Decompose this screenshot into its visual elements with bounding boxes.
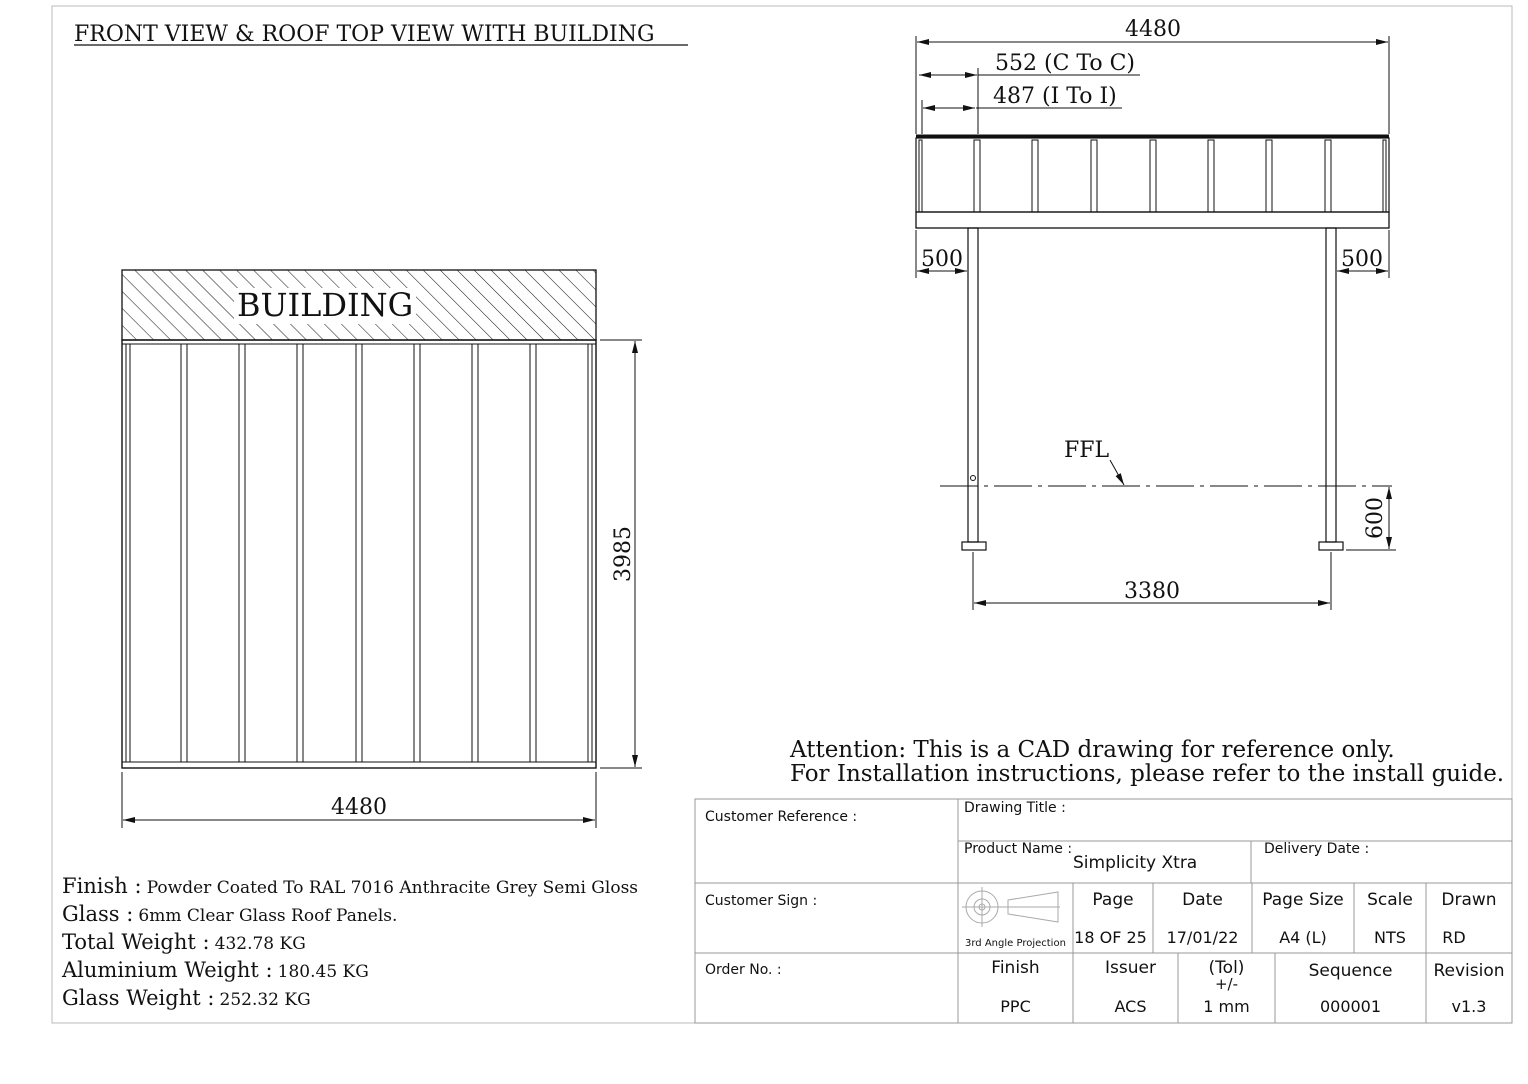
specifications (62, 872, 638, 1012)
date-value: 17/01/22 (1166, 928, 1239, 947)
rafter (588, 344, 592, 762)
spec-label: Total Weight : (62, 930, 210, 954)
issuer-label: Issuer (1105, 958, 1156, 978)
rafter (356, 344, 362, 762)
front-view (122, 270, 642, 828)
revision-value: v1.3 (1451, 997, 1487, 1016)
spec-aluminium-weight (62, 956, 638, 984)
side-view (916, 17, 1396, 610)
right-overhang-label: 500 (1341, 247, 1383, 272)
c-to-c-label: 552 (C To C) (995, 51, 1136, 76)
title-block-grid (695, 799, 1512, 1023)
spec-total-weight (62, 928, 638, 956)
rafter-end (1208, 140, 1214, 212)
left-overhang-label: 500 (921, 247, 963, 272)
rafter (472, 344, 478, 762)
rafter-end (1150, 140, 1156, 212)
rafter (414, 344, 420, 762)
spec-label: Glass Weight : (62, 986, 215, 1010)
page-size-value: A4 (L) (1279, 928, 1327, 947)
ffl-leader (1110, 460, 1124, 485)
revision-label: Revision (1433, 961, 1505, 981)
left-post (968, 228, 978, 542)
scale-value: NTS (1374, 928, 1406, 947)
sequence-value: 000001 (1319, 997, 1382, 1016)
attention-line-2: For Installation instructions, please refer to the install guide. (790, 761, 1505, 787)
drawing-title-label: Drawing Title : (964, 800, 1066, 816)
rafter (126, 344, 130, 762)
ffl-label: FFL (1064, 438, 1110, 463)
order-no-label: Order No. : (705, 962, 782, 978)
front-width-label: 4480 (331, 795, 387, 820)
below-ffl-label: 600 (1363, 497, 1388, 539)
projection-symbol-icon (962, 887, 1060, 927)
sequence-label: Sequence (1308, 961, 1393, 981)
rafter-end (1032, 140, 1038, 212)
rafter (239, 344, 245, 762)
building-label: BUILDING (237, 286, 414, 324)
tolerance-label: (Tol) (1208, 958, 1245, 978)
right-post-foot (1319, 542, 1343, 550)
rafter-end (1266, 140, 1272, 212)
drawing-heading: FRONT VIEW & ROOF TOP VIEW WITH BUILDING (74, 22, 655, 47)
tolerance-sign: +/- (1214, 975, 1239, 993)
page-value: 18 OF 25 (1074, 928, 1147, 947)
product-name-value: Simplicity Xtra (1073, 853, 1198, 873)
attention-line-1: Attention: This is a CAD drawing for reference only. (790, 737, 1395, 763)
issuer-value: ACS (1114, 997, 1147, 1016)
rafter-end (919, 140, 922, 212)
sheet-border (52, 6, 1512, 1023)
roof-side-frame (916, 138, 1389, 212)
customer-sign-label: Customer Sign : (705, 893, 818, 909)
spec-glass (62, 900, 638, 928)
spec-finish (62, 872, 638, 900)
post-spacing-label: 3380 (1124, 579, 1180, 604)
rafter-end (1325, 140, 1331, 212)
spec-label: Glass : (62, 902, 134, 926)
rafter-end (1383, 140, 1386, 212)
page-label: Page (1092, 890, 1134, 910)
date-label: Date (1182, 890, 1223, 910)
finish-label: Finish (991, 958, 1040, 978)
spec-label: Finish : (62, 874, 142, 898)
rafter (297, 344, 303, 762)
rafter (181, 344, 187, 762)
drawn-label: Drawn (1441, 890, 1497, 910)
front-beam (916, 212, 1389, 228)
page-size-label: Page Size (1262, 890, 1344, 910)
spec-value: 252.32 KG (219, 990, 311, 1010)
roof-frame (122, 340, 596, 768)
spec-value: 180.45 KG (277, 962, 369, 982)
drawn-value: RD (1442, 928, 1466, 947)
spec-label: Aluminium Weight : (62, 958, 273, 982)
spec-value: 6mm Clear Glass Roof Panels. (138, 906, 398, 926)
rafter-end (974, 140, 980, 212)
scale-label: Scale (1367, 890, 1413, 910)
rafter (530, 344, 536, 762)
projection-label: 3rd Angle Projection (965, 938, 1066, 949)
delivery-date-label: Delivery Date : (1264, 841, 1370, 857)
spec-value: 432.78 KG (214, 934, 306, 954)
spec-value: Powder Coated To RAL 7016 Anthracite Grey Semi Gloss (146, 878, 639, 898)
right-post (1326, 228, 1336, 542)
front-depth-label: 3985 (611, 526, 636, 582)
spec-glass-weight (62, 984, 638, 1012)
tolerance-value: 1 mm (1203, 997, 1250, 1016)
finish-value: PPC (1000, 997, 1031, 1016)
rafter-end (1091, 140, 1097, 212)
post-fixing-point (971, 476, 976, 481)
left-post-foot (962, 542, 986, 550)
i-to-i-label: 487 (I To I) (993, 84, 1117, 109)
product-name-label: Product Name : (964, 841, 1073, 857)
customer-reference-label: Customer Reference : (705, 809, 858, 825)
side-width-label: 4480 (1125, 17, 1181, 42)
